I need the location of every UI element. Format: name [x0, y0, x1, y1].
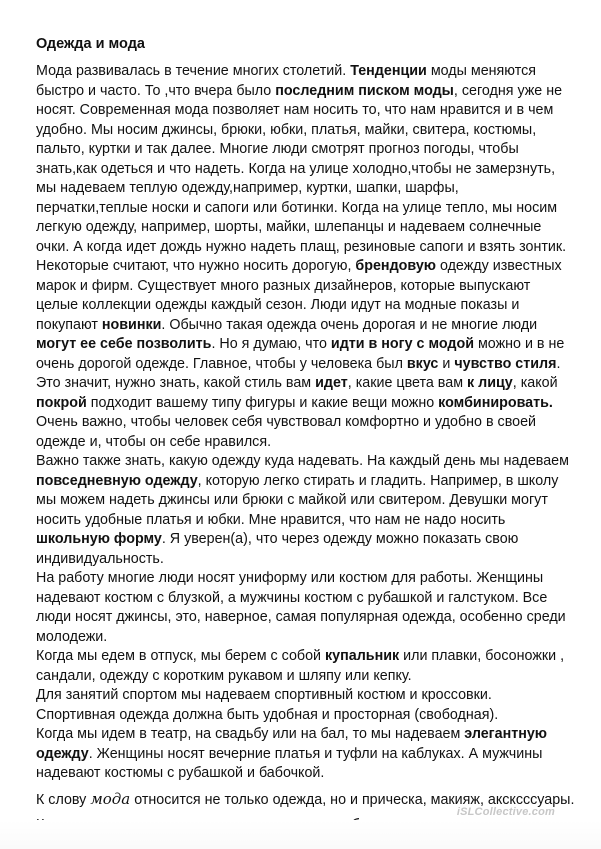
text-segment: . Но я думаю, что [211, 336, 331, 352]
text-line [36, 62, 576, 82]
bold-term: купальник [325, 648, 400, 664]
bold-term: покрой [36, 394, 87, 411]
bold-term: комбинировать. [438, 394, 553, 411]
text-segment: носить удобные платья и юбки. Мне нравится, что нам не надо носить [36, 511, 506, 528]
text-segment: Когда мы едем в отпуск, мы берем с собой [36, 648, 325, 664]
text-segment: , какие цвета вам [347, 375, 467, 391]
watermark: iSLCollective.com [456, 806, 555, 818]
text-segment: сандали, одежду с коротким рукавом и шляпу или кепку. [36, 667, 412, 684]
text-line [36, 667, 576, 687]
text-line [36, 530, 576, 550]
text-segment: Это значит, нужно знать, какой стиль вам [36, 375, 316, 391]
document-title: Одежда и мода [36, 36, 145, 52]
text-segment: мы можем надеть джинсы или брюки с майкой или свитером. Девушки могут [36, 492, 548, 508]
text-segment: очки. А когда идет дождь нужно надеть плащ, резиновые сапоги и взять зонтик. [36, 238, 567, 255]
text-segment: одежду известных [435, 258, 562, 274]
text-segment: На работу многие люди носят униформу или костюм для работы. Женщины [36, 570, 544, 586]
bold-term: школьную форму [36, 531, 162, 547]
bold-term: идет [315, 375, 348, 391]
text-segment: покупают [36, 316, 102, 333]
text-segment: и [438, 355, 455, 372]
text-line [36, 121, 576, 141]
text-line [36, 706, 576, 726]
bold-term: последним писком моды [275, 82, 454, 99]
text-segment: Некоторые считают, что нужно носить дорогую, [36, 258, 356, 274]
text-segment: , сегодня уже не [453, 82, 563, 99]
text-line [36, 82, 576, 102]
text-line [36, 374, 576, 394]
bold-term: к лицу [467, 375, 513, 391]
text-line [36, 101, 576, 121]
bold-term: элегантную [464, 726, 548, 742]
bold-term: могут ее себе позволить [36, 336, 212, 352]
text-segment: . Женщины носят вечерние платья и туфли на каблуках. А мужчины [88, 745, 543, 762]
document-body [36, 62, 576, 836]
text-segment: подходит вашему типу фигуры и какие вещи можно [86, 394, 439, 411]
text-segment: , которую легко стирать и гладить. Например, в школу [197, 472, 559, 489]
text-segment: . Я уверен(а), что через одежду можно показать свою [161, 531, 519, 547]
text-segment: мы надеваем теплую одежду,например, куртки, шапки, шарфы, [36, 180, 459, 196]
text-segment: моды меняются [426, 63, 536, 79]
text-line [36, 218, 576, 238]
bold-term: идти в ногу с модой [330, 336, 474, 352]
bold-term: новинки [101, 316, 162, 333]
text-segment: Мода развивалась в течение многих столетий. [36, 63, 351, 79]
text-segment: можно и в не [474, 336, 565, 352]
text-line [36, 140, 576, 160]
text-segment: Когда мы идем в театр, на свадьбу или на бал, то мы надеваем [36, 726, 465, 742]
text-line [36, 452, 576, 472]
text-segment: Для занятий спортом мы надеваем спортивный костюм и кроссовки. [36, 687, 492, 703]
text-line [36, 179, 576, 199]
text-segment: одежде и, чтобы он себе нравился. [36, 433, 272, 450]
bold-term: чувство стиля [454, 355, 557, 372]
text-line [36, 647, 576, 667]
text-segment: легкую одежду, например, шорты, майки, шлепанцы и надеваем солнечные [36, 219, 542, 235]
text-line [36, 355, 576, 375]
bold-term: вкус [406, 355, 439, 372]
text-line [36, 725, 576, 745]
text-segment: очень дорогой одежде. Главное, чтобы у человека был [36, 355, 407, 372]
bold-term: повседневную одежду [36, 472, 198, 489]
text-line [36, 277, 576, 297]
text-segment: или плавки, босоножки , [399, 648, 565, 664]
text-segment: марок и фирм. Существует много разных дизайнеров, которые выпускают [36, 277, 531, 294]
italic-term: мода [90, 789, 131, 808]
text-line [36, 394, 576, 414]
text-line [36, 257, 576, 277]
text-segment: относится не только одежда, но и прическа, макияж, аксксссуары. [130, 791, 575, 808]
text-segment: быстро и часто. То ,что вчера было [36, 82, 276, 99]
text-segment: целые коллекции одежды каждый сезон. Люди идут на модные показы и [36, 297, 520, 313]
text-segment: молодежи. [36, 628, 108, 645]
text-segment: удобно. Мы носим джинсы, брюки, юбки, платья, майки, свитера, костюмы, [36, 121, 537, 138]
text-line [36, 433, 576, 453]
text-segment: надевают костюм с блузкой, а мужчины костюм с рубашкой и галстуком. Все [36, 589, 548, 606]
text-line [36, 745, 576, 765]
text-line [36, 413, 576, 433]
text-line [36, 491, 576, 511]
bold-term: Тенденции [350, 63, 427, 79]
text-segment: Очень важно, чтобы человек себя чувствовал комфортно и удобно в своей [36, 414, 537, 430]
text-line [36, 199, 576, 219]
text-segment: . [556, 355, 561, 372]
text-line [36, 589, 576, 609]
text-segment: . Обычно такая одежда очень дорогая и не многие люди [161, 316, 538, 333]
text-line [36, 316, 576, 336]
text-line [36, 608, 576, 628]
text-line [36, 550, 576, 570]
text-segment: пальто, куртки и так далее. Многие люди смотрят прогноз погоды, чтобы [36, 141, 519, 157]
bold-term: одежду [36, 745, 89, 762]
text-line [36, 296, 576, 316]
bold-term: брендовую [355, 258, 436, 274]
text-line [36, 472, 576, 492]
text-line [36, 569, 576, 589]
text-line [36, 511, 576, 531]
text-segment: Важно также знать, какую одежду куда надевать. На каждый день мы надеваем [36, 453, 569, 469]
page-bottom [0, 820, 601, 849]
text-segment: , какой [512, 375, 558, 391]
text-segment: знать,как одеться и что надеть. Когда на улице холодно,чтобы не замерзнуть, [36, 160, 556, 177]
text-segment: надевают костюмы с рубашкой и бабочкой. [36, 765, 325, 781]
text-segment: носят. Современная мода позволяет нам носить то, что нам нравится и в чем [36, 102, 554, 118]
text-segment: К слову [36, 791, 91, 808]
text-line [36, 628, 576, 648]
text-segment: индивидуальность. [36, 550, 164, 567]
text-line [36, 764, 576, 784]
text-line [36, 238, 576, 258]
text-segment: Спортивная одежда должна быть удобная и просторная (свободная). [36, 706, 499, 723]
text-line [36, 686, 576, 706]
text-line [36, 160, 576, 180]
text-segment: люди носят джинсы, это, наверное, самая популярная одежда, особенно среди [36, 609, 566, 625]
text-line [36, 335, 576, 355]
text-segment: перчатки,теплые носки и сапоги или ботинки. Когда на улице тепло, мы носим [36, 199, 558, 216]
